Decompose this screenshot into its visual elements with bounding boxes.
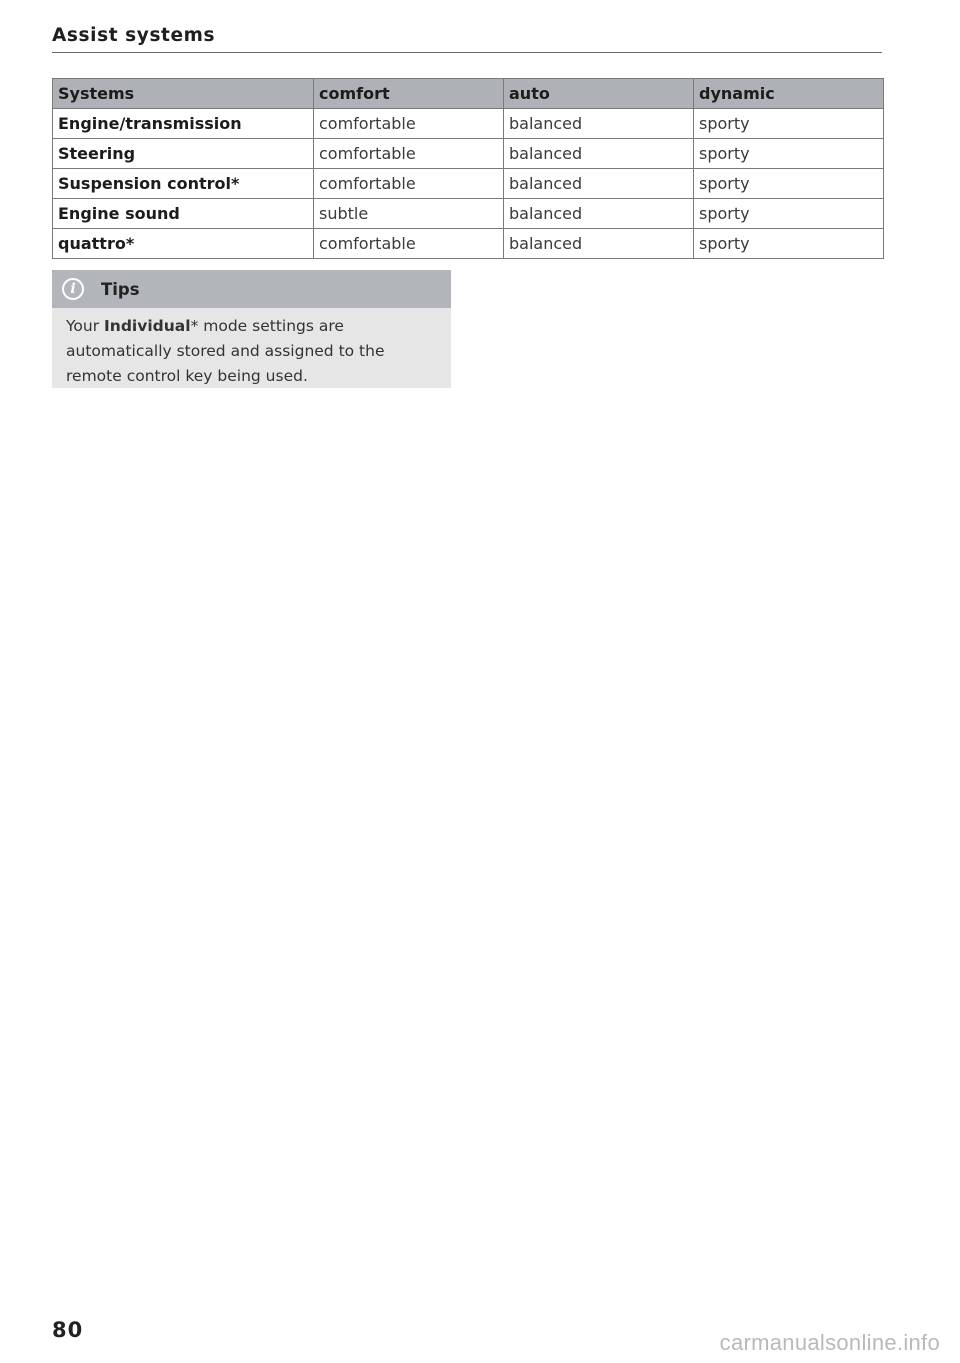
comfort-value: comfortable — [314, 109, 504, 139]
column-header-comfort: comfort — [314, 79, 504, 109]
info-icon — [62, 278, 84, 300]
tips-title: Tips — [101, 279, 140, 299]
info-icon-glyph: i — [70, 281, 76, 297]
comfort-value: comfortable — [314, 139, 504, 169]
system-name: Engine sound — [53, 199, 314, 229]
table-header-row — [53, 79, 884, 109]
system-name: Steering — [53, 139, 314, 169]
table-row — [53, 109, 884, 139]
tips-header — [52, 270, 451, 308]
dynamic-value: sporty — [694, 169, 884, 199]
tips-box — [52, 270, 451, 388]
dynamic-value: sporty — [694, 199, 884, 229]
table-row — [53, 169, 884, 199]
auto-value: balanced — [504, 139, 694, 169]
auto-value: balanced — [504, 169, 694, 199]
section-header — [52, 24, 882, 53]
tips-asterisk: * — [190, 317, 199, 335]
comfort-value: comfortable — [314, 229, 504, 259]
tips-text-after: mode settings are automatically stored and assigned to the remote control key being used. — [66, 317, 385, 385]
auto-value: balanced — [504, 199, 694, 229]
comfort-value: subtle — [314, 199, 504, 229]
column-header-auto: auto — [504, 79, 694, 109]
tips-text-before: Your — [66, 317, 105, 335]
watermark: carmanualsonline.info — [719, 1330, 940, 1355]
comfort-value: comfortable — [314, 169, 504, 199]
system-name: Suspension control* — [53, 169, 314, 199]
tips-bold-term: Individual — [104, 317, 191, 335]
table-row — [53, 199, 884, 229]
table-row — [53, 229, 884, 259]
dynamic-value: sporty — [694, 229, 884, 259]
dynamic-value: sporty — [694, 109, 884, 139]
auto-value: balanced — [504, 109, 694, 139]
tips-text — [66, 314, 437, 389]
tips-body — [52, 308, 451, 389]
page-number: 80 — [52, 1318, 84, 1342]
section-title: Assist systems — [52, 25, 216, 46]
drive-modes-table — [52, 78, 884, 259]
system-name: quattro* — [53, 229, 314, 259]
table-row — [53, 139, 884, 169]
dynamic-value: sporty — [694, 139, 884, 169]
auto-value: balanced — [504, 229, 694, 259]
column-header-dynamic: dynamic — [694, 79, 884, 109]
system-name: Engine/transmission — [53, 109, 314, 139]
column-header-systems: Systems — [53, 79, 314, 109]
